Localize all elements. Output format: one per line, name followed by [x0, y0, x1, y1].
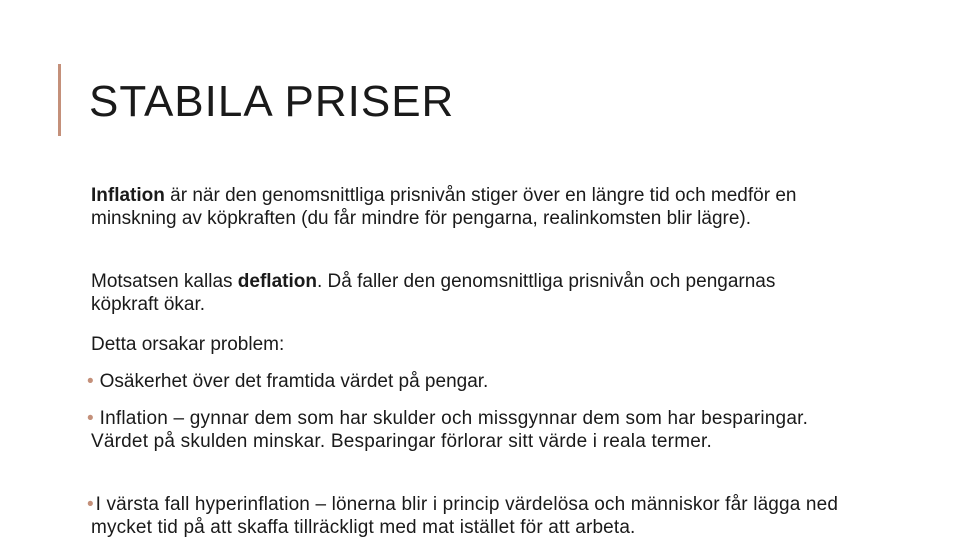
slide-title: STABILA PRISER: [89, 77, 455, 126]
bullet-text: Inflation – gynnar dem som har skulder och missgynnar dem som har besparingar. Värdet på skulden minskar. Besparingar förlorar sitt värde i reala termer.: [91, 408, 809, 452]
term-deflation: deflation: [237, 271, 317, 292]
bullet-text: Osäkerhet över det framtida värdet på pengar.: [99, 371, 489, 392]
bullet-item: [87, 493, 851, 539]
bullet-item: [87, 370, 851, 393]
bullet-item: [87, 407, 811, 453]
bullet-text: I värsta fall hyperinflation – lönerna blir i princip värdelösa och människor får lägga ned mycket tid på att skaffa tillräckligt med mat istället för att arbeta.: [91, 494, 839, 538]
paragraph-deflation-text: . Då faller den genomsnittliga prisnivån och pengarnas köpkraft ökar.: [91, 271, 776, 315]
paragraph-problems: Detta orsakar problem:: [91, 334, 285, 355]
term-inflation: Inflation: [91, 185, 165, 206]
title-accent-bar: [58, 64, 61, 136]
bullet-dot-icon: •: [87, 408, 94, 429]
paragraph-deflation: [91, 270, 831, 316]
bullet-dot-icon: •: [87, 494, 94, 515]
paragraph-deflation-lead: Motsatsen kallas: [91, 271, 238, 292]
paragraph-inflation-text: är när den genomsnittliga prisnivån stiger över en längre tid och medför en minskning av köpkraften (du får mindre för pengarna, realinkomsten blir lägre).: [91, 185, 797, 229]
bullet-dot-icon: •: [87, 371, 94, 392]
paragraph-inflation: [91, 184, 831, 230]
